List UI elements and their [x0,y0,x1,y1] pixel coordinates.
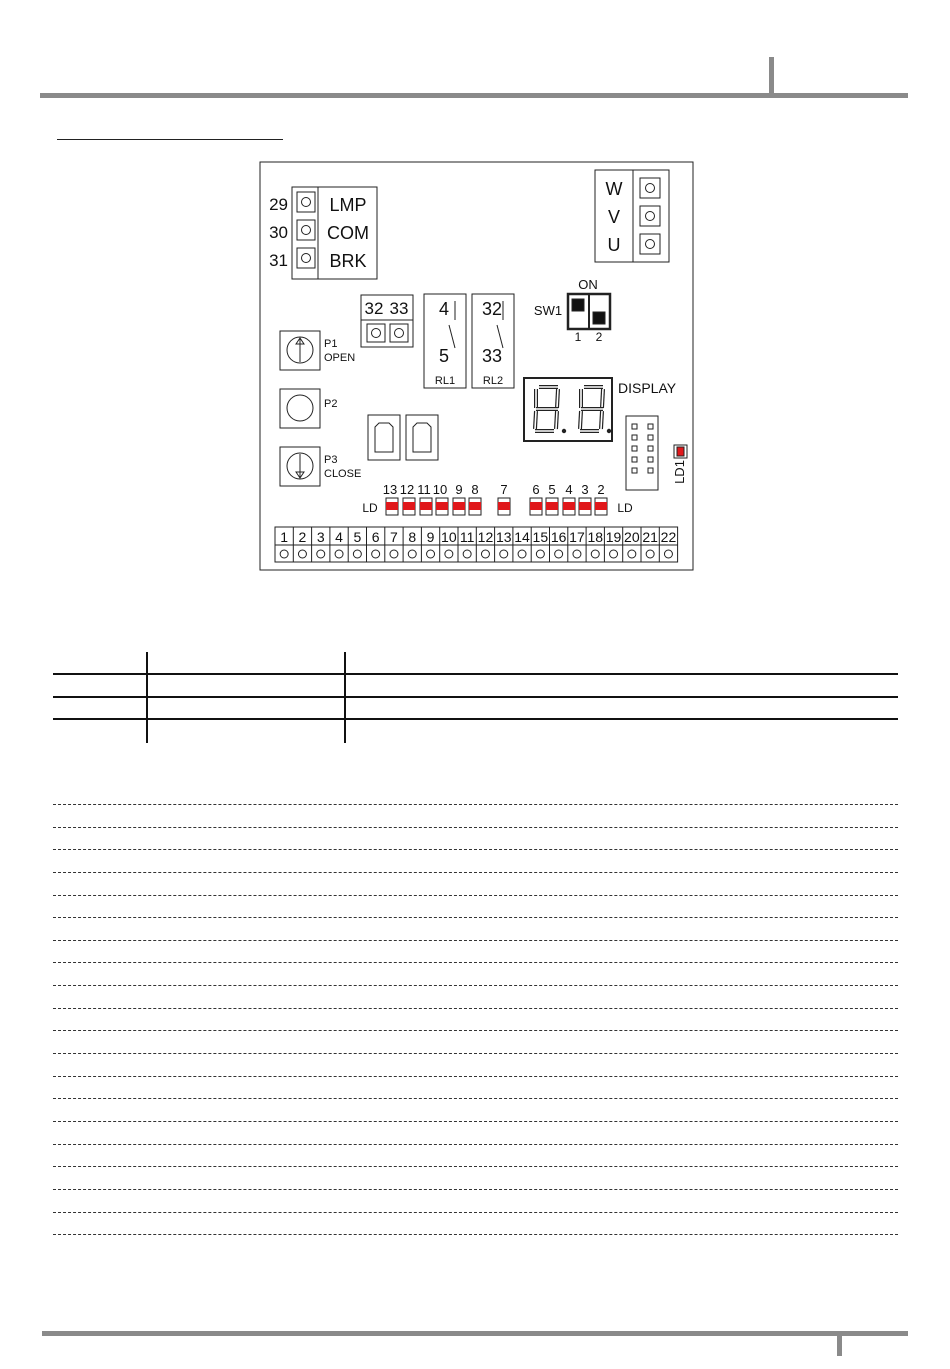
terminal-number: 7 [390,529,398,545]
spec-table-col-rule [146,652,148,743]
relay-output-screw [372,329,381,338]
note-line [53,917,898,940]
relay-name: RL1 [434,375,456,387]
footer-tick [837,1333,842,1356]
terminal-number: 1 [280,529,289,545]
terminal-screw [500,550,508,558]
motor-terminal-screw [646,184,655,193]
rj-socket [375,423,393,452]
brake-terminal-label: LMP [329,195,367,215]
terminal-screw [427,550,435,558]
terminal-number: 8 [408,529,417,545]
display-decimal-point [607,429,611,433]
pot-name: P1 [324,338,338,350]
led-12-lit [403,502,415,510]
pin-header-pin [648,435,653,440]
relay-terminal-bottom: 5 [438,346,450,366]
note-line [53,827,898,850]
rj-connector-2 [406,415,438,460]
relay-output-terminal-32 [367,324,385,342]
terminal-number: 6 [371,529,380,545]
motor-terminal-W [640,178,660,198]
terminal-screw [610,550,618,558]
pin-header-pin [632,468,637,473]
terminal-screw [481,550,489,558]
terminal-screw [646,550,654,558]
terminal-number: 20 [624,529,640,545]
note-line [53,895,898,918]
led-10-lit [436,502,448,510]
led-row-number: 7 [500,482,508,497]
terminal-number: 15 [532,529,549,545]
terminal-number: 13 [495,529,512,545]
sw1-lever-2 [593,312,605,324]
note-line [53,1098,898,1121]
brake-terminal-screw [302,198,311,207]
led-row-number: 3 [581,482,589,497]
rj-connector-1 [368,415,400,460]
relay-contact-arm [497,325,503,348]
footer-rule [42,1331,908,1336]
terminal-number: 17 [569,529,585,545]
display-segment-inner [580,411,581,429]
terminal-number: 5 [353,529,362,545]
led-row-number: 11 [417,482,431,497]
note-line [53,940,898,963]
brake-terminal-screw [302,254,311,263]
led-9-lit [453,502,465,510]
terminal-screw [317,550,325,558]
terminal-number: 21 [642,529,658,545]
terminal-number: 12 [477,529,494,545]
display-segment-inner [556,411,557,429]
pot-caption: CLOSE [324,468,362,480]
motor-terminal-screw [646,240,655,249]
brake-terminal-30 [297,220,315,240]
terminal-screw [664,550,672,558]
terminal-number: 14 [514,529,530,545]
note-line [53,1212,898,1235]
led-8-lit [469,502,481,510]
brake-terminal-number: 29 [269,195,288,214]
pin-header-pin [648,457,653,462]
terminal-screw [298,550,306,558]
led-4-lit [563,502,575,510]
brake-terminal-31 [297,248,315,268]
terminal-screw [518,550,526,558]
motor-terminal-U [640,234,660,254]
sw1-position-2: 2 [595,330,603,344]
terminal-number: 19 [605,529,622,545]
terminal-screw [573,550,581,558]
brake-terminal-label: COM [327,223,369,243]
brake-terminal-29 [297,192,315,212]
relay-output-label: 32 [364,299,384,318]
spec-table [53,652,898,743]
led-ld1-label: LD1 [672,460,687,484]
relay-name: RL2 [482,375,504,387]
spec-table-row-rule [53,673,898,675]
spec-table-row-rule [53,718,898,720]
note-line [53,1166,898,1189]
terminal-screw [463,550,471,558]
terminal-number: 11 [459,529,475,545]
relay-terminal-bottom: 33 [481,346,503,366]
terminal-number: 2 [298,529,307,545]
relay-output-terminal-33 [390,324,408,342]
pin-header-pin [648,468,653,473]
brake-terminal-label: BRK [329,251,367,271]
terminal-screw [445,550,453,558]
motor-terminal-label: V [607,207,621,227]
terminal-number: 18 [587,529,604,545]
terminal-screw [353,550,361,558]
note-line [53,849,898,872]
relay-output-label: 33 [389,299,409,318]
pot-name: P2 [324,398,338,410]
terminal-screw [555,550,563,558]
led-row-number: 6 [532,482,540,497]
note-line [53,1189,898,1212]
led-ld1-lit [677,447,684,456]
relay-terminal-top: 32 [481,299,503,319]
relay-contact-arm [449,325,455,348]
terminal-screw [536,550,544,558]
motor-terminal-label: W [605,179,623,199]
led-row-number: 2 [597,482,605,497]
sw1-lever-1 [572,299,584,311]
terminal-number: 10 [441,529,457,545]
terminal-screw [408,550,416,558]
terminal-screw [280,550,288,558]
display-decimal-point [562,429,566,433]
terminal-number: 4 [335,529,343,545]
note-line [53,1121,898,1144]
note-line [53,1008,898,1031]
note-line [53,1030,898,1053]
terminal-screw [628,550,636,558]
note-line [53,804,898,827]
brake-terminal-number: 31 [269,251,288,270]
brake-terminal-number: 30 [269,223,288,242]
led-row-number: 4 [565,482,573,497]
terminal-number: 9 [426,529,435,545]
led-13-lit [386,502,398,510]
note-line [53,1234,898,1257]
spec-table-col-rule [344,652,346,743]
pin-header-pin [632,435,637,440]
motor-terminal-screw [646,212,655,221]
pot-caption: OPEN [324,352,356,364]
sw1-position-1: 1 [574,330,582,344]
pot-name: P3 [324,454,338,466]
display-segment-inner [557,389,558,408]
note-line [53,1076,898,1099]
relay-output-screw [395,329,404,338]
spec-table-row-rule [53,696,898,698]
display-segment-inner [602,389,603,408]
led-2-lit [595,502,607,510]
sw1-on-label: ON [578,277,598,292]
rj-socket [413,423,431,452]
terminal-number: 16 [550,529,567,545]
brake-terminal-screw [302,226,311,235]
pin-header-pin [632,446,637,451]
sw1-label: SW1 [533,303,563,318]
terminal-screw [390,550,398,558]
pot-knob [287,395,313,421]
terminal-number: 3 [316,529,325,545]
note-line [53,872,898,895]
display-label: DISPLAY [618,380,677,396]
led-11-lit [420,502,432,510]
led-row-number: 5 [548,482,556,497]
led-6-lit [530,502,542,510]
motor-terminal-label: U [607,235,621,255]
notes-area [53,804,898,1257]
pin-header-pin [632,424,637,429]
note-line [53,1053,898,1076]
led-row-number: 9 [455,482,463,497]
led-row-label-left: LD [362,501,378,515]
terminal-number: 22 [660,529,677,545]
pin-header-pin [648,446,653,451]
led-row-number: 12 [399,482,415,497]
led-5-lit [546,502,558,510]
note-line [53,962,898,985]
relay-terminal-top: 4 [438,299,450,319]
led-3-lit [579,502,591,510]
note-line [53,1144,898,1167]
display-segment-inner [535,411,536,429]
terminal-screw [372,550,380,558]
led-row-label-right: LD [617,501,633,515]
pin-header-pin [648,424,653,429]
pin-header-pin [632,457,637,462]
display-segment-inner [601,411,602,429]
terminal-screw [335,550,343,558]
note-line [53,985,898,1008]
led-7-lit [498,502,510,510]
terminal-screw [591,550,599,558]
led-row-number: 10 [432,482,448,497]
motor-terminal-V [640,206,660,226]
led-row-number: 13 [382,482,398,497]
led-row-number: 8 [471,482,479,497]
